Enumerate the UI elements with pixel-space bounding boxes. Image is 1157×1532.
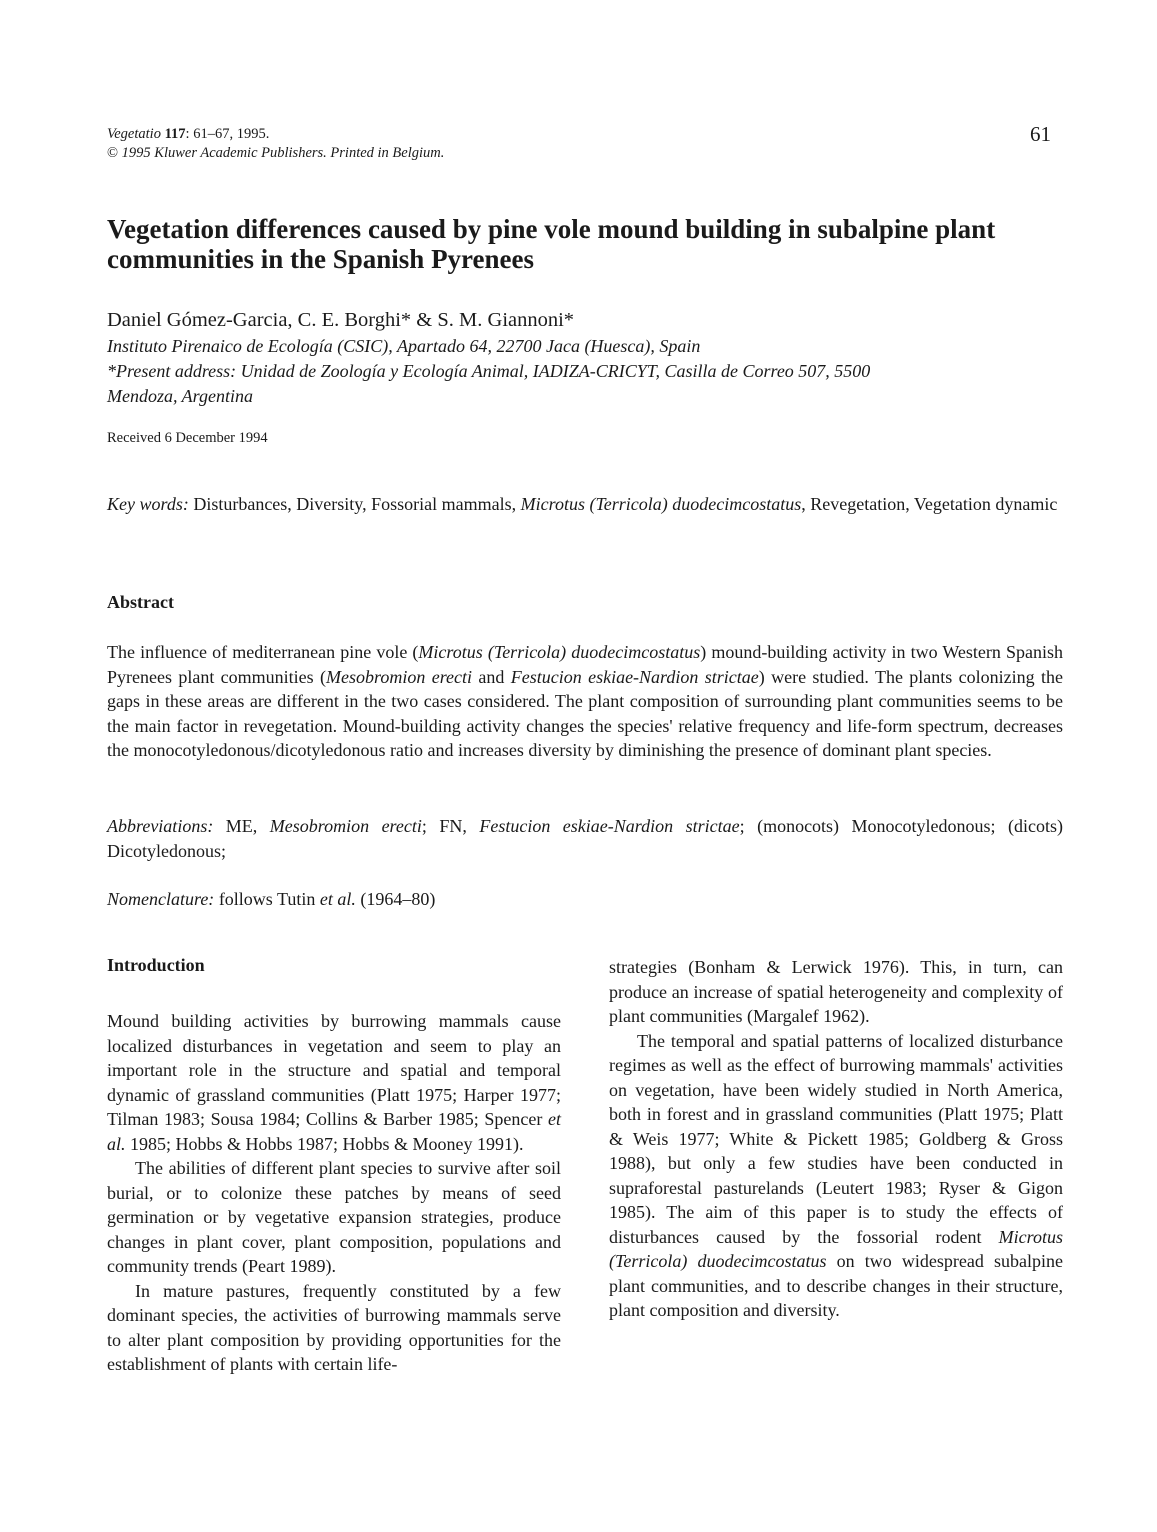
keywords-label: Key words: (107, 494, 189, 514)
journal-line-1 (107, 125, 444, 144)
abstract-t2: ) mound-building activity in two Western Spanish Pyrenees plant communities ( (107, 642, 1064, 687)
journal-volume: 117 (164, 126, 186, 142)
authors: Daniel Gómez-Garcia, C. E. Borghi* & S. M. Giannoni* (107, 309, 575, 331)
introduction-heading: Introduction (107, 955, 205, 975)
abbr-t2: ; FN, (421, 816, 480, 836)
right-column (609, 955, 1063, 1323)
nomenclature-label: Nomenclature: (107, 889, 215, 909)
journal-pages: : 61–67, 1995. (185, 126, 270, 142)
intro-p1a: Mound building activities by burrowing mammals cause localized disturbances in vegetation and seem to play an important role in the structure and spatial and temporal dynamic of grassland communities (Platt 1975; Harper 1977; Tilman 1983; Sousa 1984; Collins & Barber 1985; Spencer (107, 1011, 561, 1129)
copyright-icon: © (107, 145, 119, 161)
nomenclature-etal: et al. (319, 889, 356, 909)
keywords-text: Disturbances, Diversity, Fossorial mammals, (188, 494, 521, 514)
abstract-t4: ) were studied. The plants colonizing the gaps in these areas are different in the two cases considered. The plant composition of surrounding plant communities seems to be the main factor in revegetation. Mound-building activity changes the species' relative frequency and life-form spectrum, decreases the monocotyledonous/dicotyledonous ratio and increases diversity by diminishing the presence of dominant plant species. (107, 666, 1063, 760)
intro-paragraph-2: The abilities of different plant species to survive after soil burial, or to colonize these patches by means of seed germination or by vegetative expansion strategies, produce changes in plant cover, plant composition, populations and community trends (Peart 1989). (107, 1158, 561, 1276)
abbr-i2: Festucion eskiae-Nardion strictae (479, 816, 740, 836)
affiliation (107, 334, 1067, 409)
keywords-species: Microtus (Terricola) duodecimcostatus (520, 494, 802, 514)
nomenclature (107, 887, 1063, 912)
keywords-text-end: , Revegetation, Vegetation dynamic (801, 494, 1058, 514)
abbreviations-label: Abbreviations: (107, 816, 214, 836)
affiliation-line-3: Mendoza, Argentina (107, 386, 253, 406)
keywords (107, 492, 1063, 517)
abstract-t1: The influence of mediterranean pine vole ( (107, 642, 419, 662)
intro-paragraph-3-continued: strategies (Bonham & Lerwick 1976). This, in turn, can produce an increase of spatial heterogeneity and complexity of plant communities (Margalef 1962). (609, 957, 1063, 1026)
abbr-t3: ; (monocots) Monocotyledonous; (dicots) Dicotyledonous; (107, 816, 1063, 861)
abbreviations (107, 814, 1063, 863)
abstract-t3: and (472, 666, 511, 687)
abstract-species: Microtus (Terricola) duodecimcostatus (418, 642, 701, 662)
copyright-text: 1995 Kluwer Academic Publishers. Printed in Belgium. (118, 145, 445, 161)
abstract-community-1: Mesobromion erecti (326, 666, 473, 687)
journal-line-2 (107, 144, 444, 163)
intro-p4-species: Microtus (Terricola) duodecimcostatus (609, 1226, 1063, 1271)
nomenclature-t1: follows Tutin (214, 889, 320, 909)
intro-p4a: The temporal and spatial patterns of localized disturbance regimes as well as the effect of burrowing mammals' activities on vegetation, have been widely studied in North America, both in forest and in grassland communities (Platt 1975; Platt & Weis 1977; White & Pickett 1985; Goldberg & Gross 1988), but only a few studies have been conducted in supraforestal pasturelands (Leutert 1983; Ryser & Gigon 1985). The aim of this paper is to study the effects of disturbances caused by the fossorial rodent (609, 1030, 1063, 1247)
page-number: 61 (1030, 122, 1051, 146)
intro-p1-etal: et al. (107, 1109, 561, 1154)
received-date: Received 6 December 1994 (107, 430, 268, 446)
nomenclature-t2: (1964–80) (355, 889, 436, 909)
left-column (107, 1009, 561, 1377)
journal-name: Vegetatio (107, 126, 161, 142)
abstract-community-2: Festucion eskiae-Nardion strictae (510, 666, 759, 687)
journal-citation (107, 125, 444, 163)
paper-title: Vegetation differences caused by pine vole mound building in subalpine plant communities in the Spanish Pyrenees (107, 214, 996, 274)
intro-paragraph-4 (609, 1029, 1063, 1323)
affiliation-line-1: Instituto Pirenaico de Ecología (CSIC), Apartado 64, 22700 Jaca (Huesca), Spain (107, 336, 701, 356)
intro-p1b: 1985; Hobbs & Hobbs 1987; Hobbs & Mooney 1991). (125, 1133, 524, 1154)
abstract-heading: Abstract (107, 592, 174, 612)
intro-paragraph-1 (107, 1009, 561, 1156)
intro-paragraph-3: In mature pastures, frequently constituted by a few dominant species, the activities of burrowing mammals serve to alter plant composition by providing opportunities for the establishment of plants with certain life- (107, 1280, 561, 1374)
abbr-t1: ME, (213, 816, 270, 836)
abstract-text (107, 640, 1063, 763)
abbr-i1: Mesobromion erecti (269, 816, 422, 836)
intro-p4b: on two widespread subalpine plant communities, and to describe changes in their structure, plant composition and diversity. (609, 1251, 1063, 1320)
affiliation-line-2: *Present address: Unidad de Zoología y Ecología Animal, IADIZA-CRICYT, Casilla de Correo 507, 5500 (107, 361, 871, 381)
